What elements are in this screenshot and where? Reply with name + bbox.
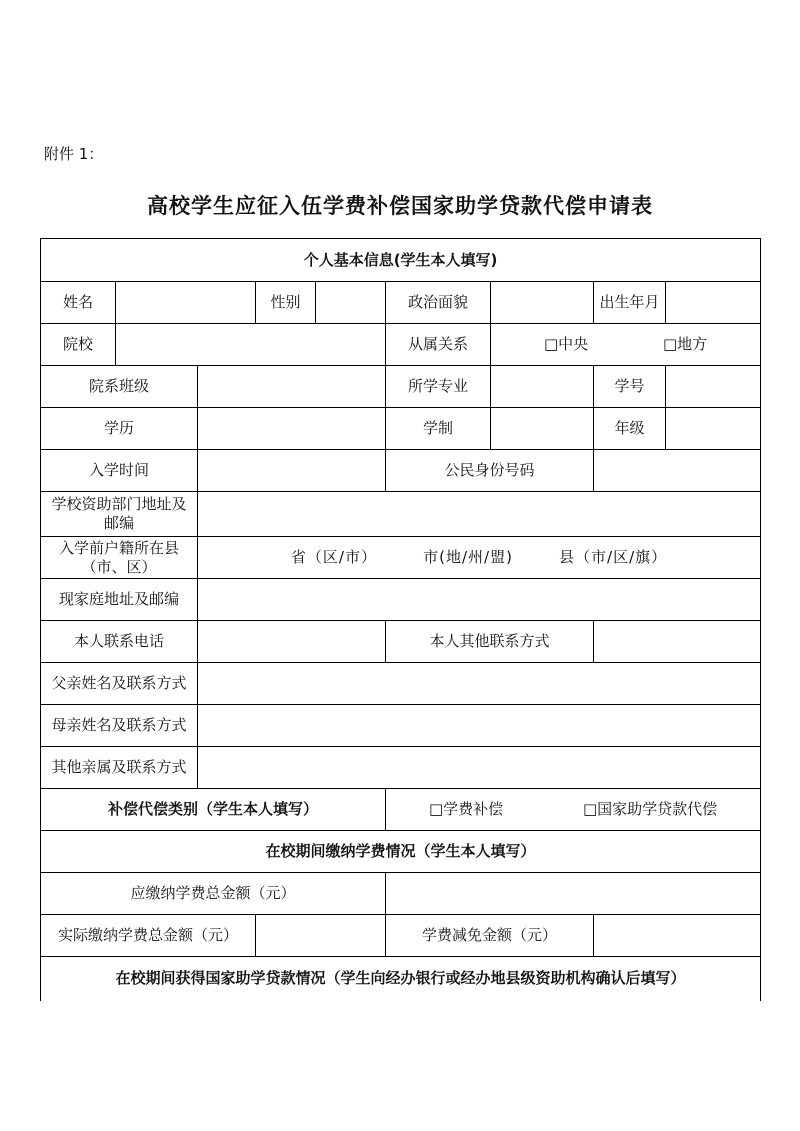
field-payable-total[interactable] <box>386 873 761 915</box>
row-dept <box>41 366 761 408</box>
label-hukou: 入学前户籍所在县（市、区） <box>41 537 198 579</box>
form-title: 高校学生应征入伍学费补偿国家助学贷款代偿申请表 <box>147 193 653 218</box>
row-enroll <box>41 450 761 492</box>
row-actual <box>41 915 761 957</box>
row-home-address <box>41 579 761 621</box>
section-tuition-row <box>41 831 761 873</box>
field-other-contact[interactable] <box>594 621 761 663</box>
field-school[interactable] <box>116 324 386 366</box>
label-relatives: 其他亲属及联系方式 <box>41 747 198 789</box>
label-major: 所学专业 <box>386 366 491 408</box>
row-aid-address <box>41 492 761 537</box>
label-home-address: 现家庭地址及邮编 <box>41 579 198 621</box>
label-affiliation: 从属关系 <box>386 324 491 366</box>
field-hukou[interactable]: 省（区/市） 市(地/州/盟) 县（市/区/旗） <box>198 537 761 579</box>
affiliation-options <box>491 324 761 366</box>
field-political[interactable] <box>491 282 594 324</box>
label-political: 政治面貌 <box>386 282 491 324</box>
label-name: 姓名 <box>41 282 116 324</box>
field-actual-total[interactable] <box>256 915 386 957</box>
field-name[interactable] <box>116 282 256 324</box>
field-phone[interactable] <box>198 621 386 663</box>
label-phone: 本人联系电话 <box>41 621 198 663</box>
row-hukou <box>41 537 761 579</box>
option-central[interactable]: □中央 <box>543 335 589 353</box>
row-school <box>41 324 761 366</box>
row-mother <box>41 705 761 747</box>
row-compensation <box>41 789 761 831</box>
section-loan-header: 在校期间获得国家助学贷款情况（学生向经办银行或经办地县级资助机构确认后填写） <box>41 957 761 1001</box>
option-loan[interactable]: □国家助学贷款代偿 <box>582 800 718 818</box>
label-payable-total: 应缴纳学费总金额（元） <box>41 873 386 915</box>
form-table <box>40 238 761 1001</box>
field-birth[interactable] <box>666 282 761 324</box>
application-form <box>40 238 760 1001</box>
field-relatives[interactable] <box>198 747 761 789</box>
attachment-label: 附件 1： <box>44 145 104 163</box>
label-grade: 年级 <box>594 408 666 450</box>
field-education[interactable] <box>198 408 386 450</box>
field-aid-address[interactable] <box>198 492 761 537</box>
label-actual-total: 实际缴纳学费总金额（元） <box>41 915 256 957</box>
section-tuition-header: 在校期间缴纳学费情况（学生本人填写） <box>41 831 761 873</box>
label-education: 学历 <box>41 408 198 450</box>
option-local[interactable]: □地方 <box>662 335 708 353</box>
row-relatives <box>41 747 761 789</box>
label-gender: 性别 <box>256 282 316 324</box>
label-id-number: 公民身份号码 <box>386 450 594 492</box>
label-birth: 出生年月 <box>594 282 666 324</box>
row-father <box>41 663 761 705</box>
row-name <box>41 282 761 324</box>
field-father[interactable] <box>198 663 761 705</box>
label-school: 院校 <box>41 324 116 366</box>
section-basic-row <box>41 239 761 282</box>
label-duration: 学制 <box>386 408 491 450</box>
row-education <box>41 408 761 450</box>
field-dept-class[interactable] <box>198 366 386 408</box>
row-phone <box>41 621 761 663</box>
label-aid-address: 学校资助部门地址及邮编 <box>41 492 198 537</box>
label-enroll-time: 入学时间 <box>41 450 198 492</box>
label-dept-class: 院系班级 <box>41 366 198 408</box>
option-tuition[interactable]: □学费补偿 <box>428 800 504 818</box>
section-loan-row <box>41 957 761 1001</box>
field-reduction[interactable] <box>594 915 761 957</box>
label-student-id: 学号 <box>594 366 666 408</box>
field-gender[interactable] <box>316 282 386 324</box>
field-major[interactable] <box>491 366 594 408</box>
field-enroll-time[interactable] <box>198 450 386 492</box>
label-other-contact: 本人其他联系方式 <box>386 621 594 663</box>
field-mother[interactable] <box>198 705 761 747</box>
row-payable <box>41 873 761 915</box>
section-basic-header: 个人基本信息(学生本人填写) <box>41 239 761 282</box>
field-home-address[interactable] <box>198 579 761 621</box>
field-id-number[interactable] <box>594 450 761 492</box>
field-grade[interactable] <box>666 408 761 450</box>
label-compensation: 补偿代偿类别（学生本人填写） <box>41 789 386 831</box>
label-mother: 母亲姓名及联系方式 <box>41 705 198 747</box>
label-reduction: 学费减免金额（元） <box>386 915 594 957</box>
field-duration[interactable] <box>491 408 594 450</box>
field-student-id[interactable] <box>666 366 761 408</box>
compensation-options <box>386 789 761 831</box>
label-father: 父亲姓名及联系方式 <box>41 663 198 705</box>
